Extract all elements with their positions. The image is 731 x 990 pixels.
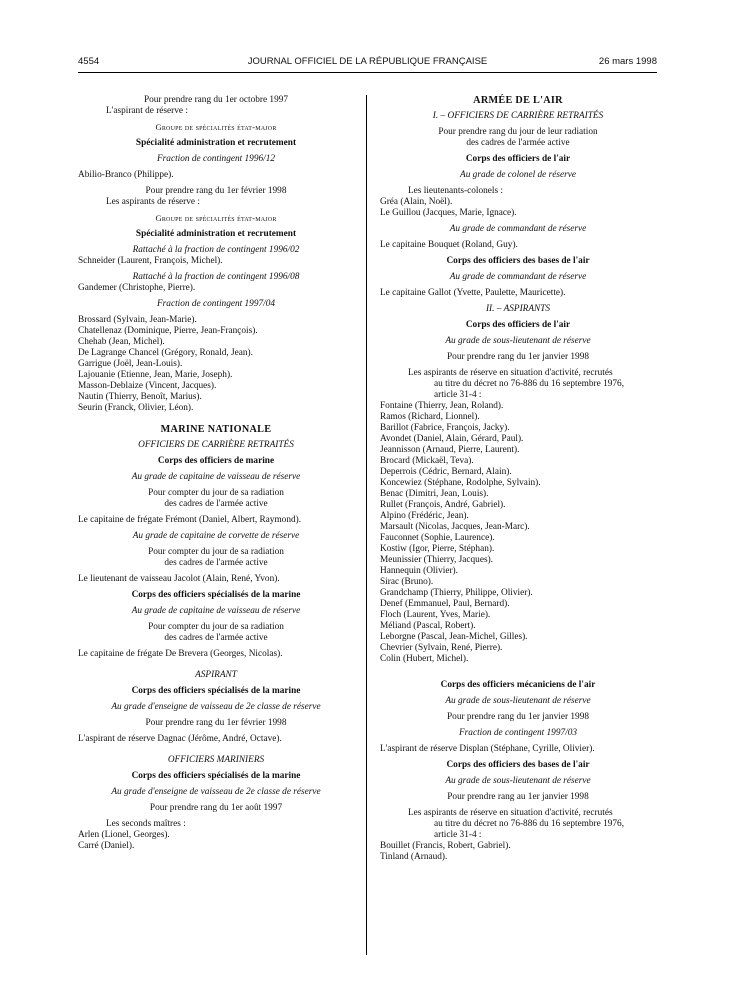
text-line: L'aspirant de réserve Displan (Stéphane, Cyrille, Olivier). [380,744,595,754]
text-line: Pour prendre rang du 1er février 1998 [145,718,287,728]
text-line: Ramos (Richard, Lionnel). [380,412,480,422]
header-rule [78,72,657,73]
text-line: Corps des officiers mécaniciens de l'air [440,680,596,690]
text-line: des cadres de l'armée active [164,558,268,568]
text-line: Abilio-Branco (Philippe). [78,170,174,180]
text-line: Kostiw (Igor, Pierre, Stéphan). [380,544,495,554]
text-line: Le capitaine de frégate Frémont (Daniel, Albert, Raymond). [78,515,302,525]
text-line: Au grade de colonel de réserve [460,170,576,180]
text-line: Avondet (Daniel, Alain, Gérard, Paul). [380,434,524,444]
text-line: Nautin (Thierry, Benoît, Marius). [78,392,202,402]
right-column [380,95,656,863]
text-line: Corps des officiers de l'air [465,320,571,330]
page-header [78,56,657,70]
text-line: Le capitaine Bouquet (Roland, Guy). [380,240,518,250]
text-line: Brocard (Mickaël, Teva). [380,456,474,466]
text-line: Les lieutenants-colonels : [408,186,504,196]
text-line: Rattaché à la fraction de contingent 1996/02 [132,245,300,255]
text-line: Spécialité administration et recrutement [135,229,297,239]
text-line: I. – OFFICIERS DE CARRIÈRE RETRAITÉS [432,111,604,121]
text-line: Floch (Laurent, Yves, Marie). [380,610,491,620]
spacer [78,660,354,670]
text-line: MARINE NATIONALE [160,424,272,435]
text-line: Au grade de sous-lieutenant de réserve [445,336,591,346]
text-line: Le capitaine Gallot (Yvette, Paulette, Mauricette). [380,288,566,298]
text-line: Méliand (Pascal, Robert). [380,621,476,631]
text-line: Schneider (Laurent, François, Michel). [78,256,223,266]
text-line: Pour prendre rang du 1er janvier 1998 [447,352,589,362]
spacer [380,665,656,675]
text-line: Hannequin (Olivier). [380,566,458,576]
text-line: L'aspirant de réserve Dagnac (Jérôme, André, Octave). [78,734,282,744]
text-line: Au grade de sous-lieutenant de réserve [445,776,591,786]
text-line: Colin (Hubert, Michel). [380,654,469,664]
text-line: De Lagrange Chancel (Grégory, Ronald, Jean). [78,348,253,358]
text-line: Alpino (Frédéric, Jean). [380,511,469,521]
text-line: Corps des officiers des bases de l'air [446,760,590,770]
text-line: Jeannisson (Arnaud, Pierre, Laurent). [380,445,520,455]
text-line: Corps des officiers spécialisés de la marine [131,590,301,600]
text-line: Seurin (Franck, Olivier, Léon). [78,403,194,413]
text-line: Les seconds maîtres : [106,819,186,829]
text-line: Barillot (Fabrice, François, Jacky). [380,423,510,433]
left-column [78,95,354,852]
text-line: Meunissier (Thierry, Jacques). [380,555,493,565]
text-line: ASPIRANT [195,670,237,680]
text-line: des cadres de l'armée active [164,633,268,643]
text-line: Au grade d'enseigne de vaisseau de 2e classe de réserve [111,702,321,712]
text-line: ARMÉE DE L'AIR [473,95,563,106]
spacer [78,414,354,424]
text-line: Les aspirants de réserve : [106,197,200,207]
text-line: Corps des officiers spécialisés de la marine [131,686,301,696]
text-line: des cadres de l'armée active [164,499,268,509]
text-line: Gréa (Alain, Noël). [380,197,453,207]
text-line: article 31-4 : [434,390,482,400]
text-line: Lajouanie (Etienne, Jean, Marie, Joseph). [78,370,233,380]
text-line: Fraction de contingent 1996/12 [157,154,275,164]
text-line: Au grade de commandant de réserve [449,224,587,234]
text-line: Chatellenaz (Dominique, Pierre, Jean-François). [78,326,258,336]
text-line: Tinland (Arnaud). [380,852,448,862]
text-line: Pour compter du jour de sa radiation [148,488,284,498]
text-line: Le capitaine de frégate De Brevera (Georges, Nicolas). [78,649,283,659]
text-line: Fraction de contingent 1997/04 [157,299,275,309]
journal-title: JOURNAL OFFICIEL DE LA RÉPUBLIQUE FRANÇAISE [247,56,488,67]
text-line: Gandemer (Christophe, Pierre). [78,283,196,293]
text-line: Koncewiez (Stéphane, Rodolphe, Sylvain). [380,478,541,488]
text-line: Carré (Daniel). [78,841,135,851]
text-line: Pour prendre rang du 1er octobre 1997 [143,95,289,105]
text-line: Au grade de capitaine de corvette de réserve [132,531,300,541]
column-divider [366,95,367,955]
page-number: 4554 [78,56,100,67]
text-line: des cadres de l'armée active [466,138,570,148]
text-line: Pour prendre rang au 1er janvier 1998 [447,792,589,802]
text-line: Rattaché à la fraction de contingent 1996/08 [132,272,300,282]
text-line: L'aspirant de réserve : [106,106,188,116]
text-line: Garrigue (Joël, Jean-Louis). [78,359,183,369]
text-line: II. – ASPIRANTS [485,304,551,314]
text-line: Leborgne (Pascal, Jean-Michel, Gilles). [380,632,528,642]
text-line: Deperrois (Cédric, Bernard, Alain). [380,467,512,477]
text-line: Spécialité administration et recrutement [135,138,297,148]
text-line: Corps des officiers de l'air [465,154,571,164]
text-line: Grandchamp (Thierry, Philippe, Olivier). [380,588,533,598]
text-line: Fontaine (Thierry, Jean, Roland). [380,401,504,411]
text-line: Pour prendre rang du jour de leur radiation [438,127,598,137]
text-line: Rullet (François, André, Gabriel). [380,500,506,510]
text-line: Chehab (Jean, Michel). [78,337,165,347]
text-line: Fraction de contingent 1997/03 [459,728,577,738]
text-line: au titre du décret no 76-886 du 16 septembre 1976, [434,379,625,389]
text-line: OFFICIERS MARINIERS [167,755,265,765]
text-line: au titre du décret no 76-886 du 16 septembre 1976, [434,819,625,829]
text-line: Benac (Dimitri, Jean, Louis). [380,489,489,499]
text-line: Fauconnet (Sophie, Laurence). [380,533,495,543]
text-line: Pour prendre rang du 1er août 1997 [149,803,283,813]
text-line: Au grade de capitaine de vaisseau de réserve [131,472,301,482]
text-line: Brossard (Sylvain, Jean-Marie). [78,315,197,325]
text-line: Marsault (Nicolas, Jacques, Jean-Marc). [380,522,530,532]
issue-date: 26 mars 1998 [598,56,657,67]
text-line: Au grade de sous-lieutenant de réserve [445,696,591,706]
text-line: Pour prendre rang du 1er février 1998 [145,186,287,196]
text-line: Le Guillou (Jacques, Marie, Ignace). [380,208,517,218]
text-line: Groupe de spécialités état-major [155,122,277,132]
text-line: Les aspirants de réserve en situation d'activité, recrutés [408,808,613,818]
text-line: Au grade de capitaine de vaisseau de réserve [131,606,301,616]
text-line: Pour compter du jour de sa radiation [148,547,284,557]
text-line: Denef (Emmanuel, Paul, Bernard). [380,599,510,609]
text-line: OFFICIERS DE CARRIÈRE RETRAITÉS [138,440,294,450]
text-line: Pour compter du jour de sa radiation [148,622,284,632]
text-line: article 31-4 : [434,830,482,840]
text-line: Arlen (Lionel, Georges). [78,830,170,840]
text-line: Pour prendre rang du 1er janvier 1998 [447,712,589,722]
text-line: Corps des officiers spécialisés de la marine [131,771,301,781]
text-line: Au grade de commandant de réserve [449,272,587,282]
text-line: Masson-Deblaize (Vincent, Jacques). [78,381,217,391]
text-line: Chevrier (Sylvain, René, Pierre). [380,643,503,653]
text-line: Le lieutenant de vaisseau Jacolot (Alain, René, Yvon). [78,574,280,584]
text-line: Sirac (Bruno). [380,577,434,587]
text-line: Groupe de spécialités état-major [155,213,277,223]
text-line: Les aspirants de réserve en situation d'activité, recrutés [408,368,613,378]
spacer [78,745,354,755]
text-line: Corps des officiers des bases de l'air [446,256,590,266]
text-line: Bouillet (Francis, Robert, Gabriel). [380,841,511,851]
text-line: Corps des officiers de marine [157,456,275,466]
text-line: Au grade d'enseigne de vaisseau de 2e classe de réserve [111,787,321,797]
